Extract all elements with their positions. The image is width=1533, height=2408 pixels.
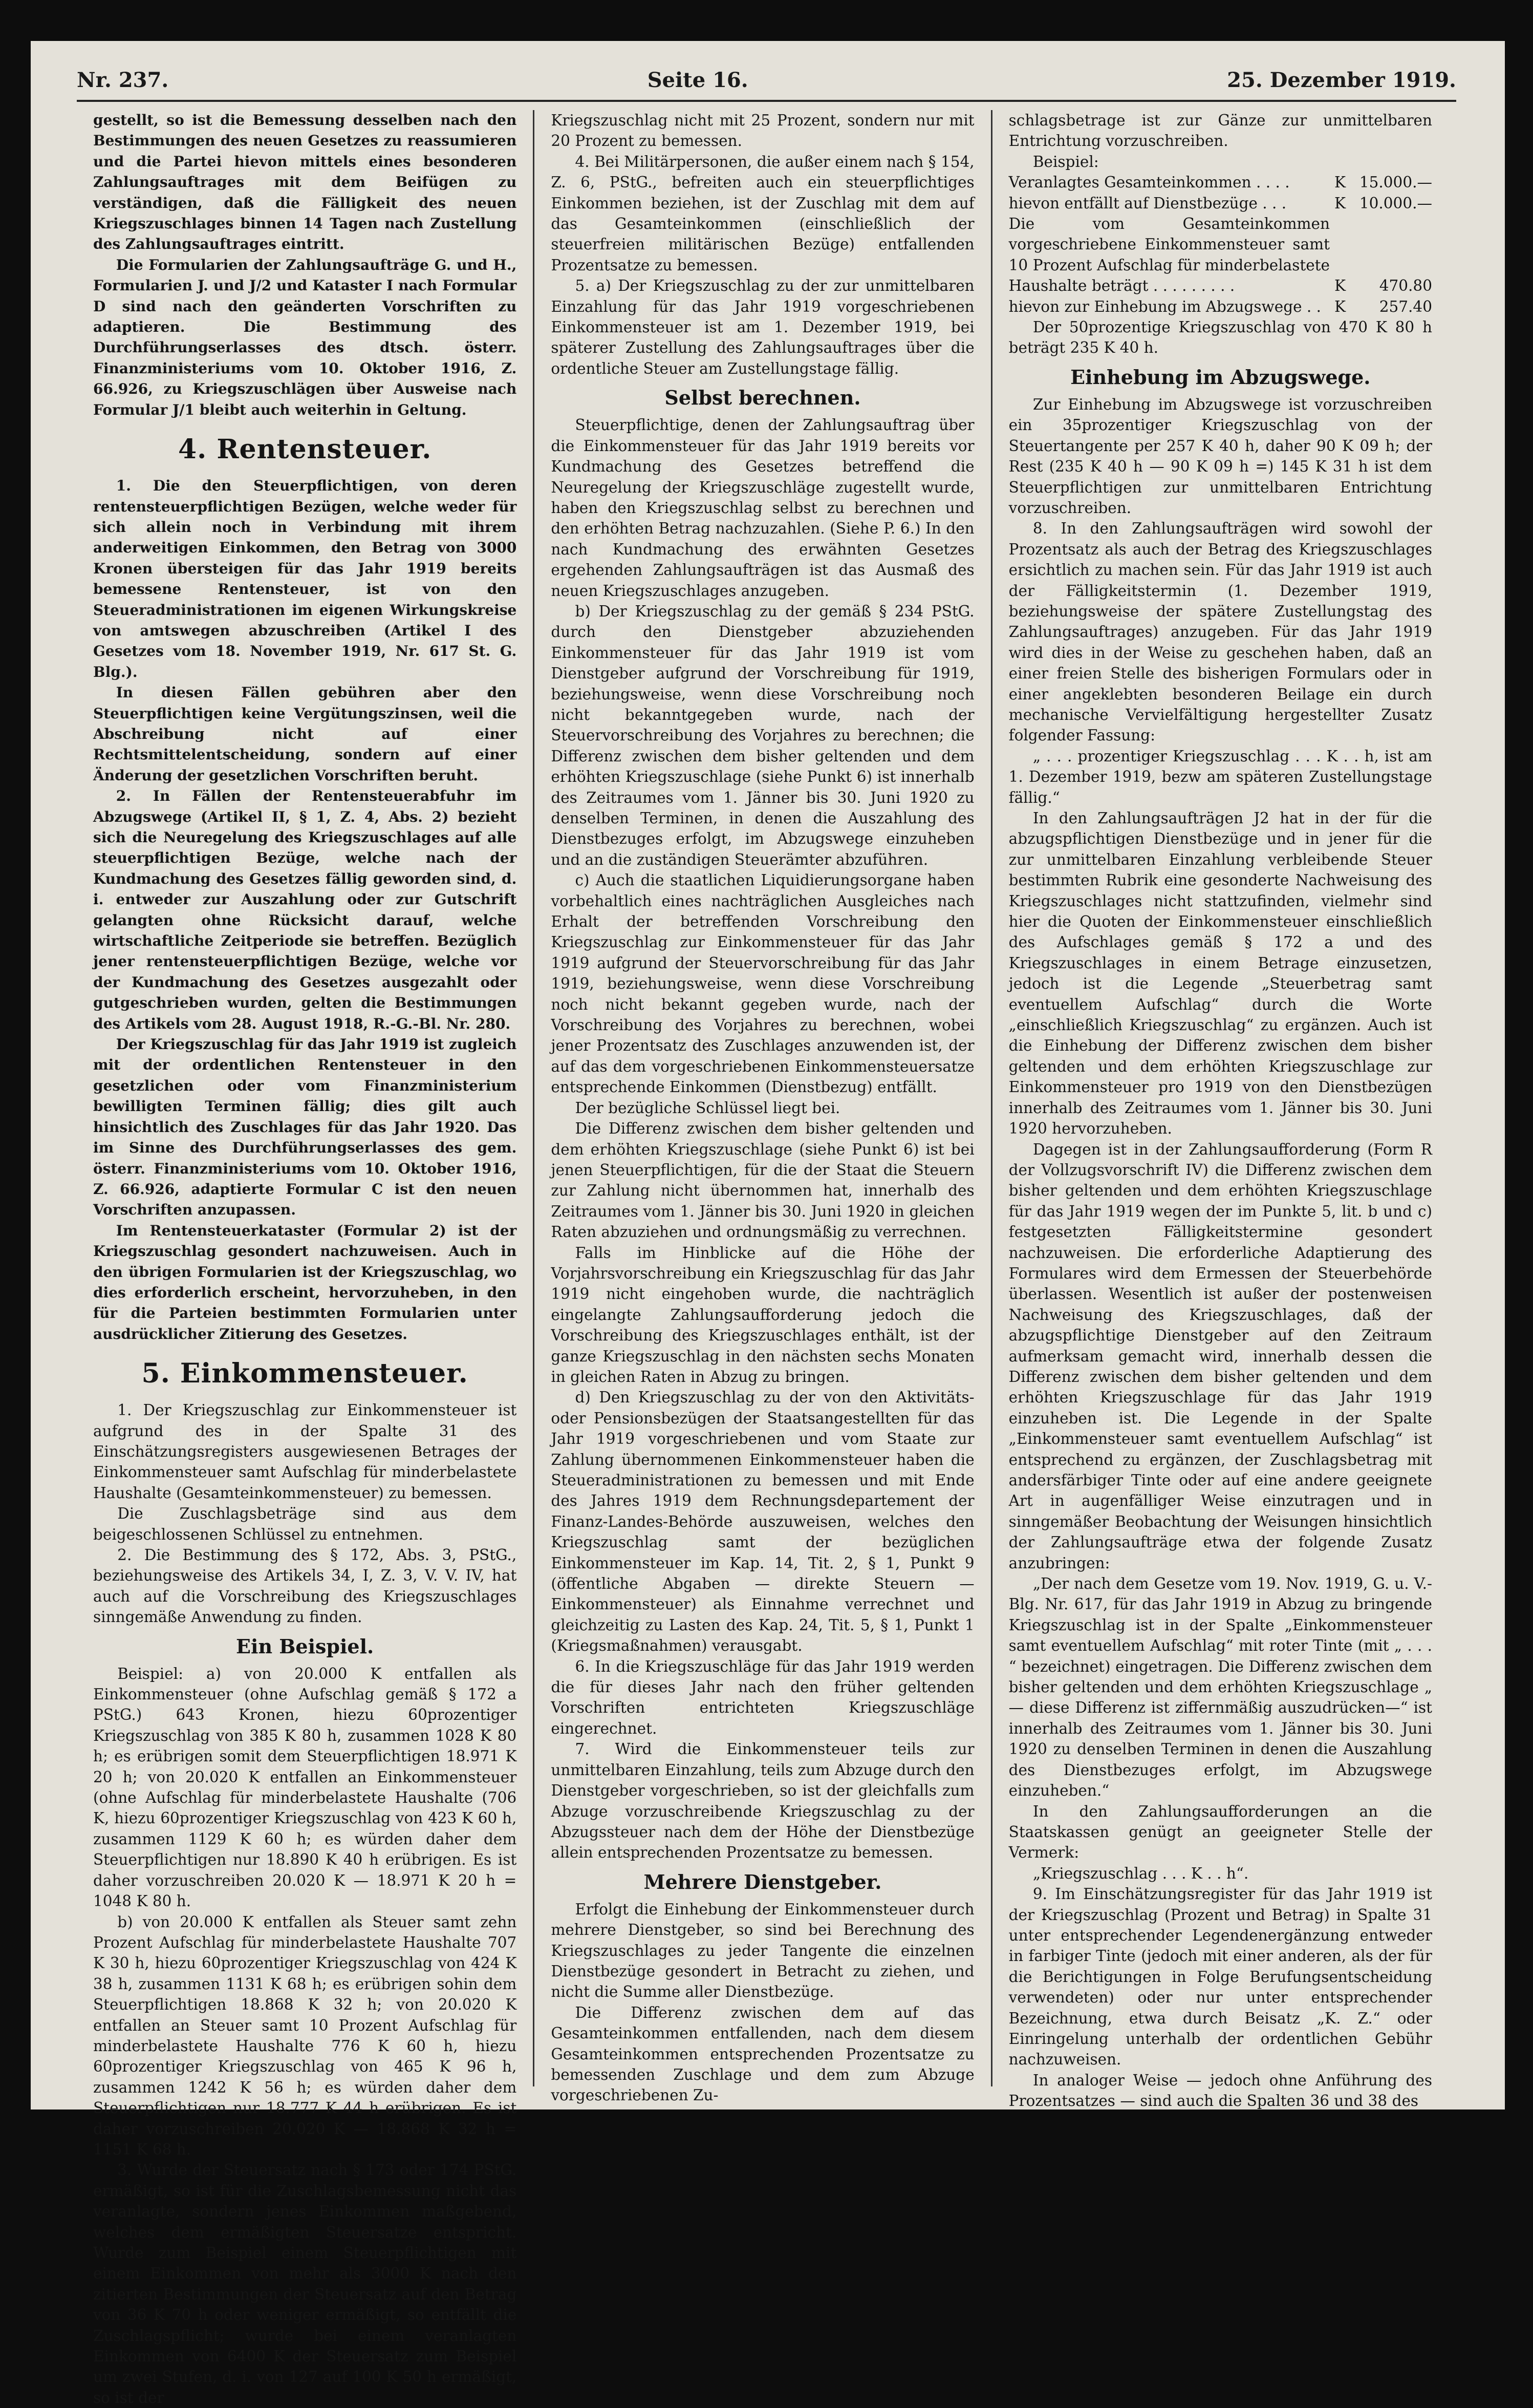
issue-date: 25. Dezember 1919. [1227,68,1456,92]
paragraph: 2. In Fällen der Rentensteuerabfuhr im Abzugswege (Artikel II, § 1, Z. 4, Abs. 2) bezieht sich die Neuregelung des Kriegszuschlages auf alle steuerpflichtigen Bezüge, welche nach der Kundmachung des Gesetzes fällig geworden sind, d. i. entweder zur Auszahlung oder zur Gutschrift gelangten ohne Rücksicht darauf, welche wirtschaftliche Zeitperiode sie betreffen. Bezüglich jener rentensteuerpflichtigen Bezüge, welche vor der Kundmachung des Gesetzes ausgezahlt oder gutgeschrieben wurden, gelten die Bestimmungen des Artikels vom 28. August 1918, R.-G.-Bl. Nr. 280. [93,787,517,1032]
subheading-beispiel: Ein Beispiel. [236,1634,374,1658]
paragraph: d) Den Kriegszuschlag zu der von den Aktivitäts- oder Pensionsbezügen der Staatsangestellten für das Jahr 1919 vorgeschriebenen und vom Staate zur Zahlung übernommenen Einkommensteuer haben die Steueradministrationen zu bemessen und mit Ende des Jahres 1919 dem Rechnungsdepartement der Finanz-Landes-Behörde auszuweisen, welches den Kriegszuschlag samt der bezüglichen Einkommensteuer im Kap. 14, Tit. 2, § 1, Punkt 9 (öffentliche Abgaben — direkte Steuern — Einkommensteuer) als Einnahme verrechnet und gleichzeitig zu Lasten des Kap. 24, Tit. 5, § 1, Punkt 1 (Kriegsmaßnahmen) verausgabt. [551,1389,975,1655]
paragraph: schlagsbetrage ist zur Gänze zur unmittelbaren Entrichtung vorzuschreiben. [1008,112,1432,150]
paragraph: c) Auch die staatlichen Liquidierungsorgane haben vorbehaltlich eines nachträglichen Ausgleiches nach Erhalt der betreffenden Vorschreibung den Kriegszuschlag zur Einkommensteuer für das Jahr 1919 aufgrund der Steuervorschreibung für das Jahr 1919, beziehungsweise, wenn diese Vorschreibung noch nicht bekannt gegeben wurde, nach der Vorschreibung des Vorjahres zu berechnen, wobei jener Prozentsatz des Zuschlages anzuwenden ist, der auf das dem vorgeschriebenen Einkommensteuersatze entsprechende Einkommen (Dienstbezug) entfällt. [551,871,975,1096]
paragraph: 6. In die Kriegszuschläge für das Jahr 1919 werden die für dieses Jahr nach den früher geltenden Vorschriften entrichteten Kriegszuschläge eingerechnet. [551,1657,975,1737]
column-1 [77,110,533,2406]
paragraph: 1. Der Kriegszuschlag zur Einkommensteuer ist aufgrund des in der Spalte 31 des Einschätzungsregisters ausgewiesenen Betrages der Einkommensteuer samt Aufschlag für minderbelastete Haushalte (Gesamteinkommensteuer) zu bemessen. [93,1401,517,1502]
paragraph: Die Differenz zwischen dem bisher geltenden und dem erhöhten Kriegszuschlage (siehe Punkt 6) ist bei jenen Steuerpflichtigen, für die der Staat die Steuern zur Zahlung nicht übernommen hat, innerhalb des Zeitraumes vom 1. Jänner bis 30. Juni 1920 in gleichen Raten abzuziehen und ordnungsmäßig zu verrechnen. [551,1120,975,1241]
row-currency: K [1334,277,1346,295]
column-2 [533,110,990,2104]
paragraph: Kriegszuschlag nicht mit 25 Prozent, sondern nur mit 20 Prozent zu bemessen. [551,112,975,150]
column-3 [991,110,1449,2110]
page-number: Seite 16. [647,68,748,92]
section-heading-rentensteuer: 4. Rentensteuer. [178,434,432,465]
page-header [77,61,1456,92]
row-currency: K [1334,174,1346,191]
section-heading-einkommensteuer: 5. Einkommensteuer. [141,1358,468,1390]
text-columns [77,110,1449,2406]
paragraph: Dagegen ist in der Zahlungsaufforderung (Form R der Vollzugsvorschrift IV) die Differenz zwischen dem bisher geltenden und dem erhöhten Kriegszuschlage für das Jahr 1919 wegen der im Punkte 5, lit. b und c) festgesetzten Fälligkeitstermine gesondert nachzuweisen. Die erforderliche Adaptierung des Formulares wird dem Ermessen der Steuerbehörde überlassen. Wesentlich ist außer der postenweisen Nachweisung des Kriegszuschlages, daß der abzugspflichtige Dienstgeber auf den Zeitraum aufmerksam gemacht wird, innerhalb dessen die Differenz zwischen dem bisher geltenden und dem erhöhten Kriegszuschlage für das Jahr 1919 einzuheben ist. Die Legende in der Spalte „Einkommensteuer samt eventuellem Aufschlag“ ist entsprechend zu ergänzen, der Zuschlagsbetrag mit andersfärbiger Tinte oder auf eine andere geeignete Art in augenfälliger Weise einzutragen und in sinngemäßer Beobachtung der Weisungen hinsichtlich der Zahlungsaufträge etwa der folgende Zusatz anzubringen: [1008,1140,1432,1572]
paragraph: 5. a) Der Kriegszuschlag zu der zur unmittelbaren Einzahlung für das Jahr 1919 vorgeschriebenen Einkommensteuer ist am 1. Dezember 1919, bei späterer Zustellung des Zahlungsauftrages über die ordentliche Steuer am Zustellungstage fällig. [551,277,975,377]
header-rule [77,100,1456,102]
row-amount: 257.40 [1379,297,1432,315]
paragraph: 9. Im Einschätzungsregister für das Jahr 1919 ist der Kriegszuschlag (Prozent und Betrag) in Spalte 31 unter entsprechender Legendenergänzung entweder in farbiger Tinte (jedoch mit einer anderen, als der für die Berichtigungen in Folge Berufungsentscheidung verwendeten) oder nur unter entsprechender Bezeichnung, etwa durch Beisatz „K. Z.“ oder Einringelung unterhalb der ordentlichen Gebühr nachzuweisen. [1008,1885,1432,2069]
row-amount: 15.000.— [1359,174,1432,191]
paragraph: Die Zuschlagsbeträge sind aus dem beigeschlossenen Schlüssel zu entnehmen. [93,1505,517,1543]
paragraph: Falls im Hinblicke auf die Höhe der Vorjahrsvorschreibung ein Kriegszuschlag für das Jahr 1919 nicht eingehoben wurde, die nachträglich eingelangte Zahlungsaufforderung jedoch die Vorschreibung des Kriegszuschlages enthält, ist der ganze Kriegszuschlag in den nächsten sechs Monaten in gleichen Raten in Abzug zu bringen. [551,1244,975,1386]
table-row [1009,296,1432,317]
table-row [1009,214,1432,296]
row-label: hievon zur Einhebung im Abzugswege . . [1008,297,1322,315]
paragraph: Im Rentensteuerkataster (Formular 2) ist der Kriegszuschlag gesondert nachzuweisen. Auch in den übrigen Formularien ist der Kriegszuschlag, wo dies erforderlich erscheint, hervorzuheben, in den für die Parteien bestimmten Formularien unter ausdrücklicher Zitierung des Gesetzes. [93,1222,517,1342]
paragraph: In den Zahlungsaufträgen J2 hat in der für die abzugspflichtigen Dienstbezüge und in jener für die zur unmittelbaren Einzahlung verbleibende Steuer bestimmten Rubrik eine gesonderte Nachweisung des Kriegszuschlages nicht stattzufinden, vielmehr sind hier die Quoten der Einkommensteuer einschließlich des Aufschlages gemäß § 172 a und des Kriegszuschlages in einem Betrage einzusetzen, jedoch ist die Legende „Steuerbetrag samt eventuellem Aufschlag“ durch die Worte „einschließlich Kriegszuschlag“ zu ergänzen. Auch ist die Einhebung der Differenz zwischen dem bisher geltenden und dem erhöhten Kriegszuschlage zur Einkommensteuer pro 1919 von den Dienstbezügen innerhalb des Zeitraumes vom 1. Jänner bis 30. Juni 1920 hervorzuheben. [1008,809,1432,1138]
subheading-selbst-berechnen: Selbst berechnen. [664,386,861,410]
paragraph: Der bezügliche Schlüssel liegt bei. [575,1099,840,1117]
paragraph: gestellt, so ist die Bemessung desselben nach den Bestimmungen des neuen Gesetzes zu reassumieren und die Partei hievon mittels eines besonderen Zahlungsauftrages mit dem Beifügen zu verständigen, daß die Fälligkeit des neuen Kriegszuschlages binnen 14 Tagen nach Zustellung des Zahlungsauftrages eintritt. [93,112,517,253]
paragraph: In diesen Fällen gebühren aber den Steuerpflichtigen keine Vergütungszinsen, weil die Abschreibung nicht auf einer Rechtsmittelentscheidung, sondern auf einer Änderung der gesetzlichen Vorschriften beruht. [93,684,517,784]
paragraph: 2. Die Bestimmung des § 172, Abs. 3, PStG., beziehungsweise des Artikels 34, I, Z. 3, V. V. IV, hat auch auf die Vorschreibung des Kriegszuschlages sinngemäße Anwendung zu finden. [93,1546,517,1626]
paragraph: b) von 20.000 K entfallen als Steuer samt zehn Prozent Aufschlag für minderbelastete Haushalte 707 K 30 h, hiezu 60prozentiger Kriegszuschlag von 424 K 38 h, zusammen 1131 K 68 h; es erübrigen sohin dem Steuerpflichtigen 18.868 K 32 h; von 20.020 K entfallen an Steuer samt 10 Prozent Aufschlag für minderbelastete Haushalte 776 K 60 h, hiezu 60prozentiger Kriegszuschlag von 465 K 96 h, zusammen 1242 K 56 h; es würden daher dem Steuerpflichtigen nur 18.777 K 44 h erübrigen. Es ist daher vorzuschreiben 20.020 K — 18.868 K 32 h = 1151 K 68 h. [93,1913,517,2158]
row-currency: K [1334,194,1346,212]
paragraph: Die Differenz zwischen dem auf das Gesamteinkommen entfallenden, nach dem diesem Gesamteinkommen entsprechenden Prozentsatze zu bemessenden Zuschlage und dem zum Abzuge vorgeschriebenen Zu- [551,2004,975,2104]
paragraph: 3. Wurde der Steuersatz nach § 173 oder 174 PStG. ermäßigt, so ist für die Zuschlagsbemessung nicht das veranlagte, sondern jenes Einkommen maßgebend, welches dem ermäßigten Steuersatze entspricht. Wurde zum Beispiel einem Steuerpflichtigen mit einem Einkommen von mehr als 3000 K nach den zitierten Bestimmungen der Steuersatz auf den Betrag von 36 K 70 h oder weniger ermäßigt, so entfällt die Zuschlagspflicht; wurde bei einem veranlagten Einkommen von 6400 K der Steuersatz zum Beispiel um zwei Stufen, d. i. von 127 auf 100 K 50 h ermäßigt, so ist der [93,2161,517,2406]
paragraph: Beispiel: [1032,153,1099,171]
paragraph: „Der nach dem Gesetze vom 19. Nov. 1919, G. u. V.-Blg. Nr. 617, für das Jahr 1919 in Abzug zu bringende Kriegszuschlag ist in der Spalte „Einkommensteuer samt eventuellem Aufschlag“ mit roter Tinte (mit „ . . . “ bezeichnet) eingetragen. Die Differenz zwischen dem bisher geltenden und dem erhöhten Kriegszuschlage „ — diese Differenz ist ziffernmäßig auszudrücken—“ ist innerhalb des Zeitraumes vom 1. Jänner bis 30. Juni 1920 zu denselben Terminen in denen die Auszahlung des Dienstbezuges erfolgt, im Abzugswege einzuheben.“ [1008,1575,1432,1800]
paragraph: In den Zahlungsaufforderungen an die Staatskassen genügt an geeigneter Stelle der Vermerk: [1008,1802,1432,1862]
row-amount: 470.80 [1379,277,1432,295]
table-row [1009,193,1432,214]
paragraph: Die Formularien der Zahlungsaufträge G. und H., Formularien J. und J/2 und Kataster I nach Formular D sind nach den geänderten Vorschriften zu adaptieren. Die Bestimmung des Durchführungserlasses des dtsch. österr. Finanzministeriums vom 10. Oktober 1916, Z. 66.926, zu Kriegszuschlägen über Ausweise nach Formular J/1 bleibt auch weiterhin in Geltung. [93,256,517,418]
paragraph: „Kriegszuschlag . . . K . . h“. [1032,1864,1249,1882]
paragraph: „ . . . prozentiger Kriegszuschlag . . . K . . h, ist am 1. Dezember 1919, bezw am späteren Zustellungstage fällig.“ [1008,747,1432,806]
paragraph: Steuerpflichtige, denen der Zahlungsauftrag über die Einkommensteuer für das Jahr 1919 bereits vor Kundmachung des Gesetzes betreffend die Neuregelung der Kriegszuschläge zugestellt wurde, haben den Kriegszuschlag selbst zu berechnen und den erhöhten Betrag nachzuzahlen. (Siehe P. 6.) In den nach Kundmachung des erwähnten Gesetzes ergehenden Zahlungsaufträgen ist das Ausmaß des neuen Kriegszuschlages anzugeben. [551,416,975,600]
row-label: hievon entfällt auf Dienstbezüge . . . [1008,194,1287,212]
subheading-mehrere-dienstgeber: Mehrere Dienstgeber. [643,1870,882,1893]
row-amount: 10.000.— [1359,194,1432,212]
issue-number: Nr. 237. [77,68,169,92]
subheading-einhebung: Einhebung im Abzugswege. [1070,365,1371,389]
row-label: Die vom Gesamteinkommen vorgeschriebene Einkommensteuer samt 10 Prozent Aufschlag für minderbelastete Haushalte beträgt . . . . . . . . . [1008,215,1330,295]
paragraph: Zur Einhebung im Abzugswege ist vorzuschreiben ein 35prozentiger Kriegszuschlag von der Steuertangente per 257 K 40 h, daher 90 K 09 h; der Rest (235 K 40 h — 90 K 09 h =) 145 K 31 h ist dem Steuerpflichtigen zur unmittelbaren Entrichtung vorzuschreiben. [1008,395,1432,517]
example-table [1009,172,1432,317]
paragraph: Erfolgt die Einhebung der Einkommensteuer durch mehrere Dienstgeber, so sind bei Berechnung des Kriegszuschlages zu jeder Tangente die einzelnen Dienstbezüge gesondert in Betracht zu ziehen, und nicht die Summe aller Dienstbezüge. [551,1900,975,2001]
paragraph: 1. Die den Steuerpflichtigen, von deren rentensteuerpflichtigen Bezügen, welche weder für sich allein noch in Verbindung mit ihrem anderweitigen Einkommen, den Betrag von 3000 Kronen übersteigen für das Jahr 1919 bereits bemessene Rentensteuer, ist von den Steueradministrationen im eigenen Wirkungskreise von amtswegen abzuschreiben (Artikel I des Gesetzes vom 18. November 1919, Nr. 617 St. G. Blg.). [93,477,517,680]
paragraph: In analoger Weise — jedoch ohne Anführung des Prozentsatzes — sind auch die Spalten 36 und 38 des [1008,2071,1432,2110]
table-row [1009,172,1432,193]
row-currency: K [1334,297,1346,315]
paragraph: Der Kriegszuschlag für das Jahr 1919 ist zugleich mit der ordentlichen Rentensteuer in den gesetzlichen oder vom Finanzministerium bewilligten Terminen fällig; dies gilt auch hinsichtlich des Zuschlages für das Jahr 1920. Das im Sinne des Durchführungserlasses des gem. österr. Finanzministeriums vom 10. Oktober 1916, Z. 66.926, adaptierte Formular C ist den neuen Vorschriften anzupassen. [93,1036,517,1219]
paragraph: Der 50prozentige Kriegszuschlag von 470 K 80 h beträgt 235 K 40 h. [1008,318,1432,357]
paragraph: b) Der Kriegszuschlag zu der gemäß § 234 PStG. durch den Dienstgeber abzuziehenden Einkommensteuer für das Jahr 1919 ist vom Dienstgeber aufgrund der Vorschreibung für 1919, beziehungsweise, wenn diese Vorschreibung noch nicht bekanntgegeben wurde, nach der Steuervorschreibung des Vorjahres zu berechnen; die Differenz zwischen dem bisher geltenden und dem erhöhten Kriegszuschlage (siehe Punkt 6) ist innerhalb des Zeitraumes vom 1. Jänner bis 30. Juni 1920 zu denselben Terminen, in denen die Auszahlung des Dienstbezuges erfolgt, im Abzugswege einzuheben und an die zuständigen Steuerämter abzuführen. [551,602,975,868]
paragraph: 8. In den Zahlungsaufträgen wird sowohl der Prozentsatz als auch der Betrag des Kriegszuschlages ersichtlich zu machen sein. Für das Jahr 1919 ist auch der Fälligkeitstermin (1. Dezember 1919, beziehungsweise der spätere Zustellungstag des Zahlungsauftrages) anzugeben. Für das Jahr 1919 wird dies in der Weise zu geschehen haben, daß an einer freien Stelle des bisherigen Formulars oder in einer angeklebten besonderen Beilage ein durch mechanische Vervielfältigung hergestellter Zusatz folgender Fassung: [1008,520,1432,744]
paragraph: 4. Bei Militärpersonen, die außer einem nach § 154, Z. 6, PStG., befreiten auch ein steuerpflichtiges Einkommen beziehen, ist der Zuschlag mit dem auf das Gesamteinkommen (einschließlich der steuerfreien militärischen Bezüge) entfallenden Prozentsatze zu bemessen. [551,153,975,274]
paragraph: Beispiel: a) von 20.000 K entfallen als Einkommensteuer (ohne Aufschlag gemäß § 172 a PStG.) 643 Kronen, hiezu 60prozentiger Kriegszuschlag von 385 K 80 h, zusammen 1028 K 80 h; es erübrigen somit dem Steuerpflichtigen 18.971 K 20 h; von 20.020 K entfallen an Einkommensteuer (ohne Aufschlag für minderbelastete Haushalte (706 K, hiezu 60prozentiger Kriegszuschlag von 423 K 60 h, zusammen 1129 K 60 h; es würden daher dem Steuerpflichtigen nur 18.890 K 40 h erübrigen. Es ist daher vorzuschreiben 20.020 K — 18.971 K 20 h = 1048 K 80 h. [93,1665,517,1910]
paragraph: 7. Wird die Einkommensteuer teils zur unmittelbaren Einzahlung, teils zum Abzuge durch den Dienstgeber vorgeschrieben, so ist der gleichfalls zum Abzuge vorzuschreibende Kriegszuschlag zu der Abzugssteuer nach dem der Höhe der Dienstbezüge allein entsprechenden Prozentsatze zu bemessen. [551,1740,975,1862]
row-label: Veranlagtes Gesamteinkommen . . . . [1008,174,1290,191]
